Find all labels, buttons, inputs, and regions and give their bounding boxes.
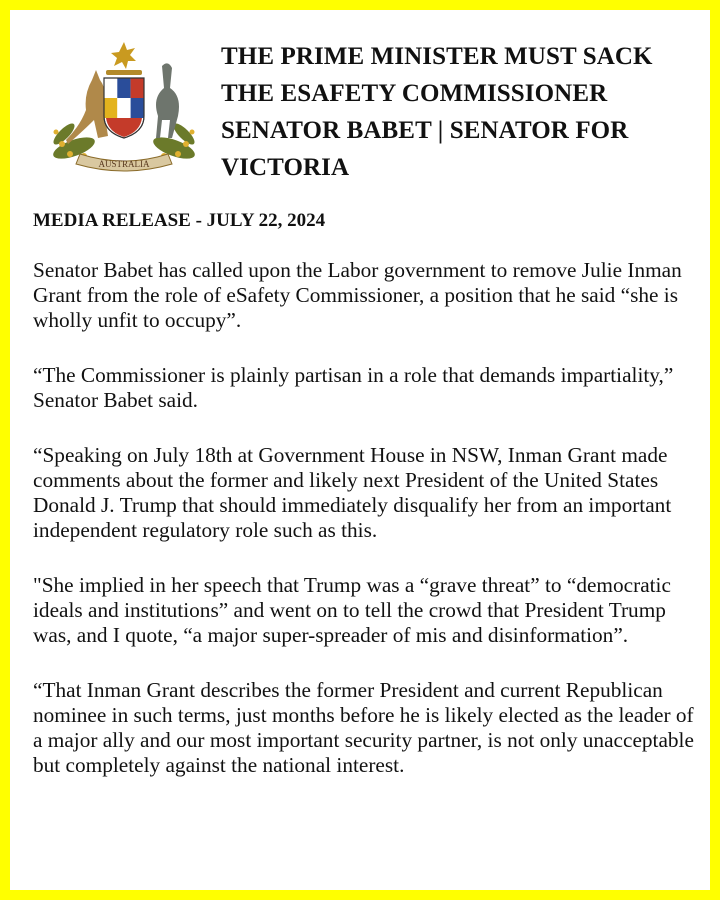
body-paragraph: "She implied in her speech that Trump was a “grave threat” to “democratic ideals and institutions” and went on to tell the crowd that President Trump was, and I quote, “a major super-spreader of mis and disinformation”.: [33, 573, 671, 647]
body-paragraph: “Speaking on July 18th at Government House in NSW, Inman Grant made comments about the former and likely next President of the United States Donald J. Trump that should immediately disqualify her from an important independent regulatory role such as this.: [33, 443, 672, 542]
body-paragraph: Senator Babet has called upon the Labor government to remove Julie Inman Grant from the role of eSafety Commissioner, a position that he said “she is wholly unfit to occupy”.: [33, 258, 682, 332]
crest-banner-text: AUSTRALIA: [98, 159, 150, 169]
release-body: [33, 258, 698, 808]
media-release-dateline: MEDIA RELEASE - JULY 22, 2024: [33, 210, 326, 231]
release-title: THE PRIME MINISTER MUST SACK THE ESAFETY COMMISSIONER SENATOR BABET | SENATOR FOR VICTORIA: [221, 43, 653, 181]
body-paragraph: “The Commissioner is plainly partisan in a role that demands impartiality,” Senator Babet said.: [33, 363, 674, 412]
media-release-card: [10, 10, 710, 890]
body-paragraph: “That Inman Grant describes the former President and current Republican nominee in such terms, just months before he is likely elected as the leader of a major ally and our most important security partner, is not only unacceptable but completely against the national interest.: [33, 678, 694, 777]
australian-coat-of-arms-icon: [34, 36, 214, 176]
